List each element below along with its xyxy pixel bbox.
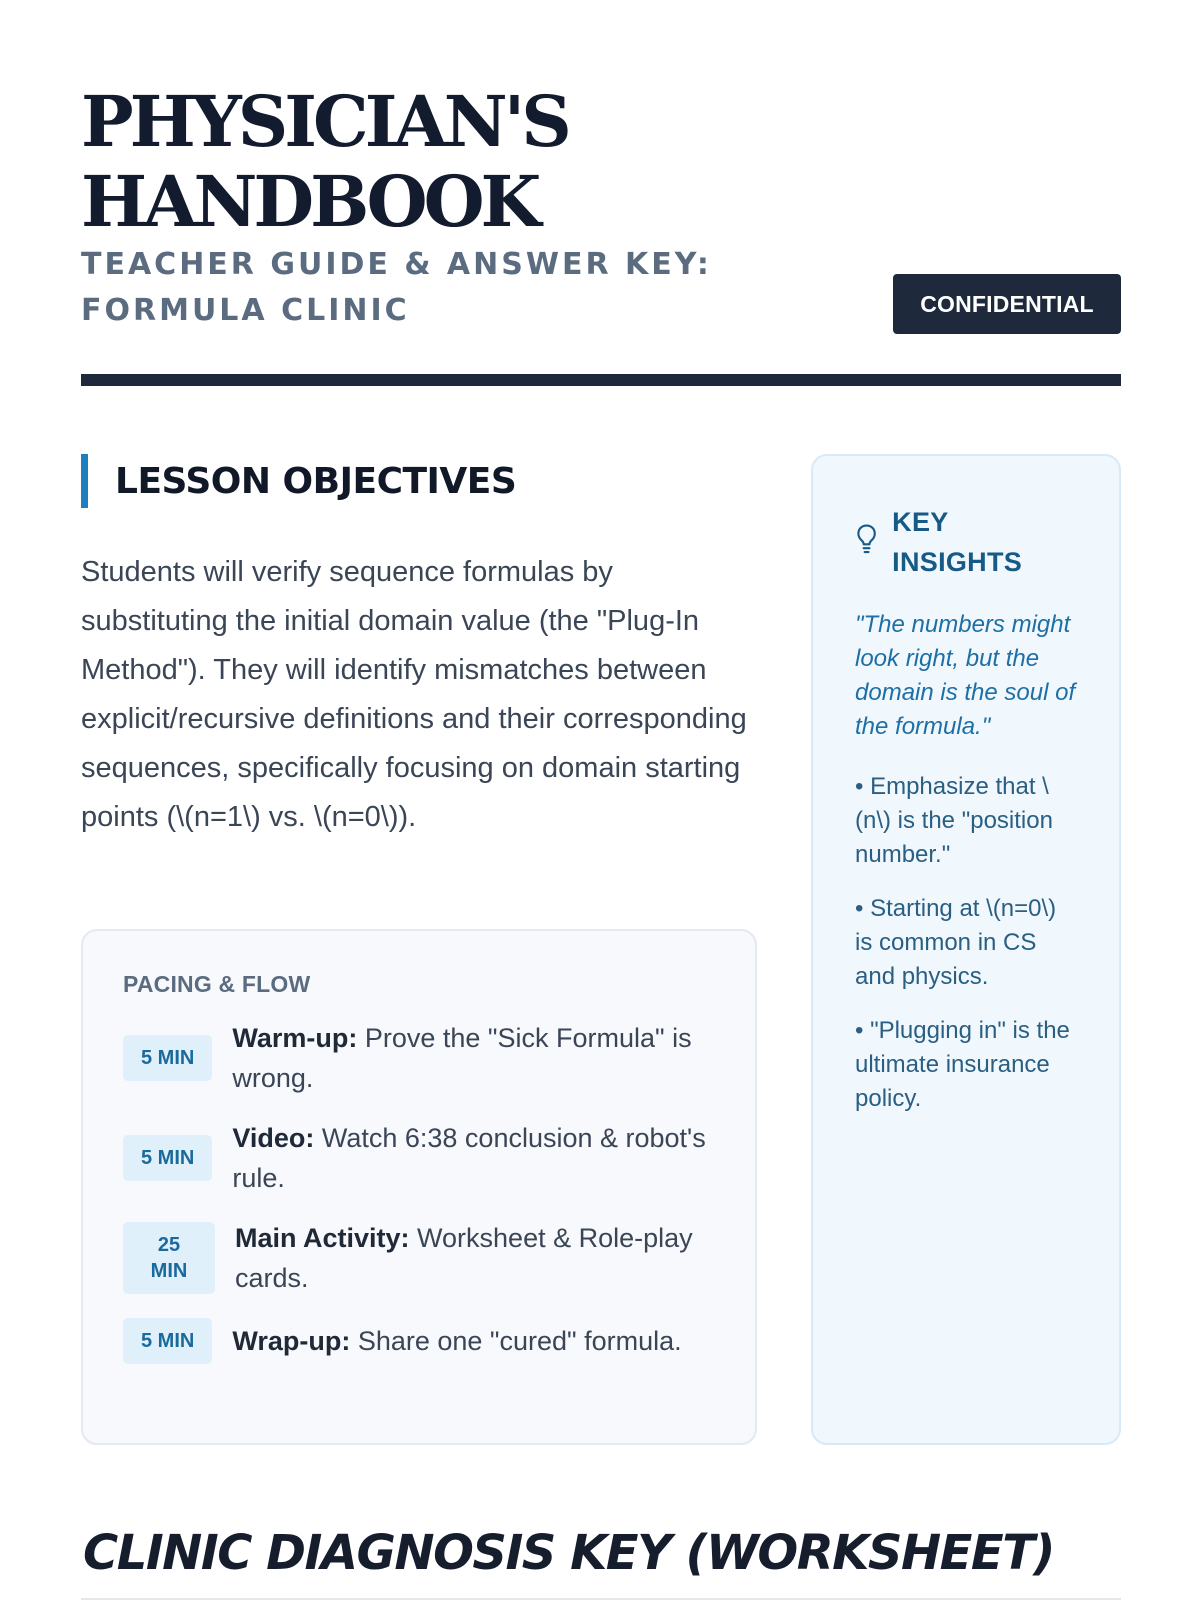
pacing-label: Warm-up: xyxy=(232,1023,358,1053)
time-badge: 5 MIN xyxy=(123,1035,212,1081)
pacing-detail: Share one "cured" formula. xyxy=(350,1326,682,1356)
time-badge: 5 MIN xyxy=(123,1318,212,1364)
pacing-row xyxy=(123,1018,715,1098)
clinic-diagnosis-heading: CLINIC DIAGNOSIS KEY (WORKSHEET) xyxy=(83,1525,1054,1581)
title-line-2: HANDBOOK xyxy=(81,160,538,243)
insight-item: • Starting at \(n=0\) is common in CS and physics. xyxy=(855,895,1057,990)
lesson-objectives-text: Students will verify sequence formulas by substituting the initial domain value (the "Plug-In Method"). They will identify mismatches between explicit/recursive definitions and their corresponding sequences, specifically focusing on domain starting points (\(n=1\) vs. \(n=0\)). xyxy=(81,556,747,833)
page xyxy=(81,0,1121,1581)
pacing-detail: Prove the "Sick Formula" is wrong. xyxy=(232,1023,692,1093)
lightbulb-icon xyxy=(855,522,878,558)
insight-item: • Emphasize that \(n\) is the "position number." xyxy=(855,773,1053,868)
time-badge: 25 MIN xyxy=(123,1222,215,1294)
insight-quote: "The numbers might look right, but the domain is the soul of the formula." xyxy=(855,611,1076,740)
time-badge: 5 MIN xyxy=(123,1135,212,1181)
key-insights-title: KEY INSIGHTS xyxy=(892,507,1023,577)
pacing-detail: Worksheet & Role-play cards. xyxy=(235,1223,693,1293)
insight-item: • "Plugging in" is the ultimate insurance policy. xyxy=(855,1017,1070,1112)
pacing-detail: Watch 6:38 conclusion & robot's rule. xyxy=(232,1123,706,1193)
confidential-badge: CONFIDENTIAL xyxy=(893,274,1121,334)
key-insights-header xyxy=(855,502,1079,582)
pacing-title: PACING & FLOW xyxy=(123,971,311,997)
pacing-label: Main Activity: xyxy=(235,1223,410,1253)
lesson-objectives-section xyxy=(81,454,757,842)
pacing-row xyxy=(123,1218,715,1298)
pacing-label: Video: xyxy=(232,1123,315,1153)
page-subtitle: TEACHER GUIDE & ANSWER KEY: FORMULA CLINIC xyxy=(81,247,712,328)
key-insights-panel xyxy=(811,454,1121,1445)
pacing-description xyxy=(232,1018,715,1098)
header-divider xyxy=(81,374,1121,386)
pacing-description xyxy=(232,1321,681,1361)
pacing-description xyxy=(235,1218,715,1298)
page-title xyxy=(81,82,568,242)
pacing-row xyxy=(123,1118,715,1198)
lesson-objectives-heading: LESSON OBJECTIVES xyxy=(81,454,757,508)
insight-list xyxy=(855,770,1079,1116)
title-line-1: PHYSICIAN'S xyxy=(81,80,568,163)
pacing-row xyxy=(123,1318,715,1364)
header xyxy=(81,0,1121,390)
pacing-label: Wrap-up: xyxy=(232,1326,351,1356)
pacing-description xyxy=(232,1118,715,1198)
pacing-card xyxy=(81,929,757,1445)
